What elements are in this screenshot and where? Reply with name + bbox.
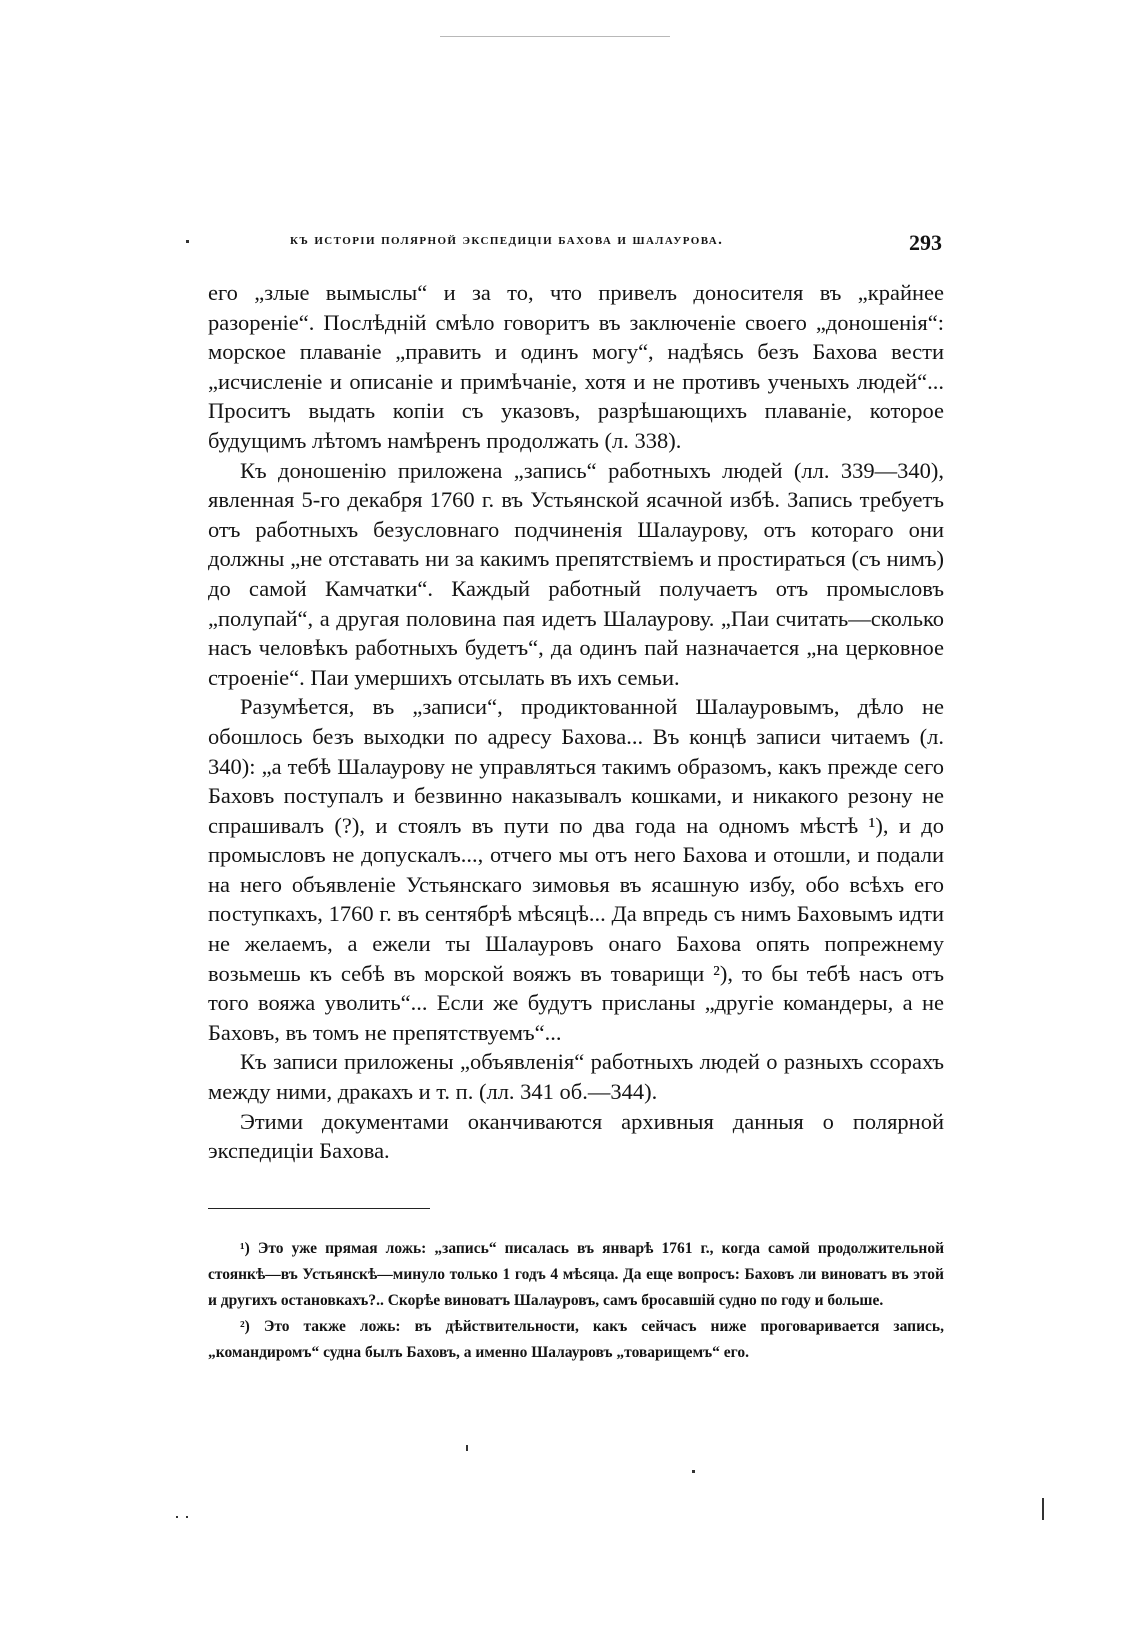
running-head [262, 230, 942, 258]
scan-speck [466, 1445, 468, 1451]
scan-speck [176, 1516, 178, 1518]
paragraph-2: Къ доношенію приложена „запись“ работныхъ людей (лл. 339—340), явленная 5-го декабря 1760 г. въ Устьянской ясачной избѣ. Запись требуетъ отъ работныхъ безусловнаго подчиненія Шалаурову, отъ котораго они должны „не отставать ни за какимъ препятствіемъ и простираться (съ нимъ) до самой Камчатки“. Каждый работный получаетъ отъ промысловъ „полупай“, а другая половина пая идетъ Шалаурову. „Паи считать—сколько насъ человѣкъ работныхъ будетъ“, да одинъ пай назначается „на церковное строеніе“. Паи умершихъ отсылать въ ихъ семьи. [208, 457, 944, 690]
footnote-1: ¹) Это уже прямая ложь: „запись“ писалась въ январѣ 1761 г., когда самой продолжительной стоянкѣ—въ Устьянскѣ—минуло только 1 годъ 4 мѣсяца. Да еще вопросъ: Баховъ ли виноватъ въ этой и другихъ остановкахъ?.. Скорѣе виноватъ Шалауровъ, самъ бросавшій судно по году и больше. [208, 1240, 944, 1309]
footnote-2: ²) Это также ложь: въ дѣйствительности, какъ сейчасъ ниже проговаривается запись, „командиромъ“ судна былъ Баховъ, а именно Шалауровъ „товарищемъ“ его. [208, 1318, 944, 1361]
scan-speck [1042, 1498, 1044, 1520]
scan-speck [186, 240, 189, 243]
footnote-divider [208, 1208, 430, 1209]
paragraph-4: Къ записи приложены „объявленія“ работныхъ людей о разныхъ ссорахъ между ними, дракахъ и т. п. (лл. 341 об.—344). [208, 1049, 944, 1105]
top-edge-rule [440, 36, 670, 37]
running-title: къ исторіи полярной экспедиціи бахова и шалаурова. [290, 232, 724, 248]
footnotes [208, 1236, 944, 1366]
page-number: 293 [909, 230, 942, 255]
body-text [208, 278, 944, 1166]
scan-speck [186, 1516, 188, 1518]
paragraph-3: Разумѣется, въ „записи“, продиктованной Шалауровымъ, дѣло не обошлось безъ выходки по адресу Бахова... Въ концѣ записи читаемъ (л. 340): „а тебѣ Шалаурову не управляться такимъ образомъ, какъ прежде сего Баховъ поступалъ и безвинно наказывалъ кошками, и никакого резону не спрашивалъ (?), и стоялъ въ пути по два года на одномъ мѣстѣ ¹), и до промысловъ не допускалъ..., отчего мы отъ него Бахова и отошли, и подали на него объявленіе Устьянскаго зимовья въ ясашную избу, обо всѣхъ его поступкахъ, 1760 г. въ сентябрѣ мѣсяцѣ... Да впредь съ нимъ Баховымъ идти не желаемъ, а ежели ты Шалауровъ онаго Бахова опять попрежнему возьмешь къ себѣ въ морской вояжъ въ товарищи ²), то бы тебѣ насъ отъ того вояжа уволить“... Если же будутъ присланы „другіе командеры, а не Баховъ, въ томъ не препятствуемъ“... [208, 694, 944, 1045]
scan-speck [692, 1470, 695, 1473]
paragraph-5: Этими документами оканчиваются архивныя данныя о полярной экспедиціи Бахова. [208, 1108, 944, 1164]
paragraph-1: его „злые вымыслы“ и за то, что привелъ доносителя въ „крайнее разореніе“. Послѣдній смѣло говоритъ въ заключеніе своего „доношенія“: морское плаваніе „править и одинъ могу“, надѣясь безъ Бахова вести „исчисленіе и описаніе и примѣчаніе, хотя и не противъ ученыхъ людей“... Проситъ выдать копіи съ указовъ, разрѣшающихъ плаваніе, которое будущимъ лѣтомъ намѣренъ продолжать (л. 338). [208, 280, 944, 453]
